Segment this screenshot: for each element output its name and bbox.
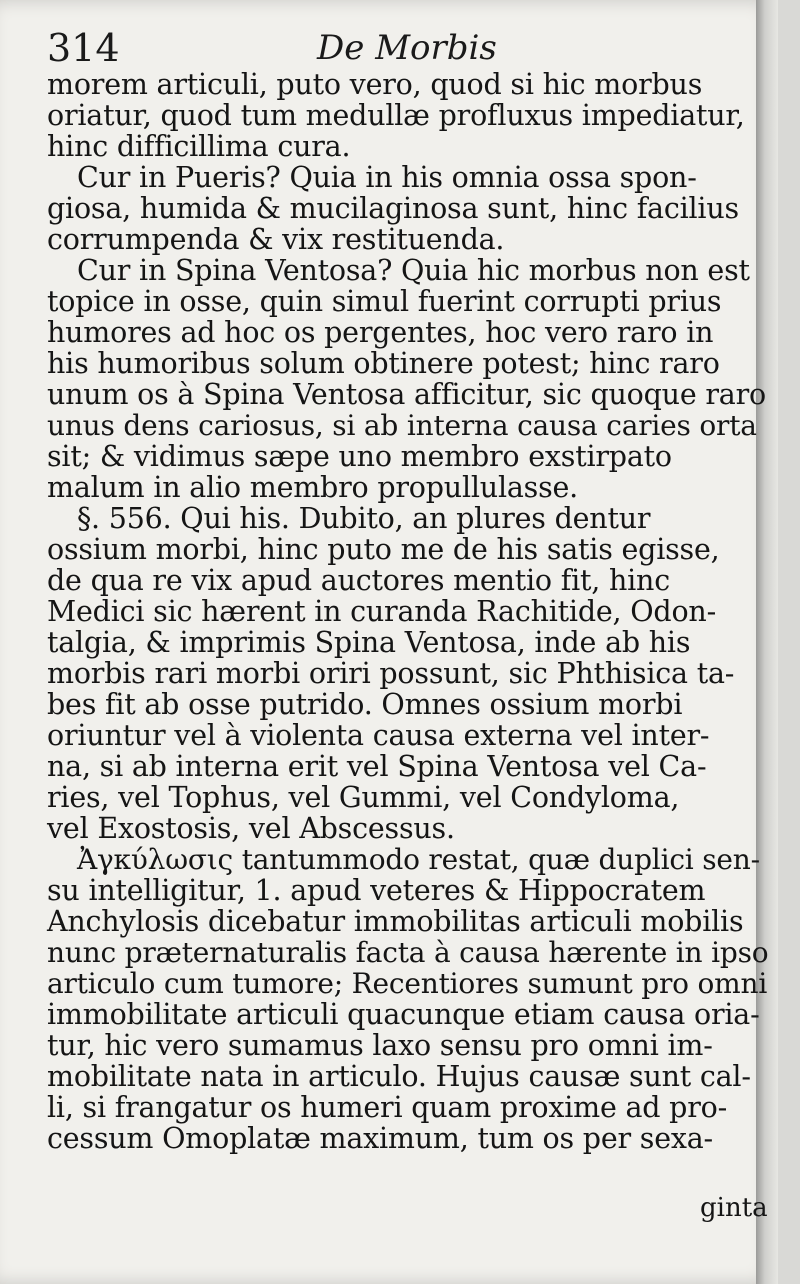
text-line: cessum Omoplatæ maximum, tum os per sexa- [47,1122,713,1155]
text-line: humores ad hoc os pergentes, hoc vero raro in [47,316,714,349]
text-line: ossium morbi, hinc puto me de his satis egisse, [47,533,720,566]
text-line: ries, vel Tophus, vel Gummi, vel Condyloma, [47,781,680,814]
text-line: vel Exostosis, vel Abscessus. [47,812,455,845]
text-line: li, si frangatur os humeri quam proxime ad pro- [47,1091,728,1124]
text-line: na, si ab interna erit vel Spina Ventosa vel Ca- [47,750,707,783]
text-line: §. 556. Qui his. Dubito, an plures dentur [77,502,651,535]
text-line: morem articuli, puto vero, quod si hic morbus [47,68,703,101]
text-line: articulo cum tumore; Recentiores sumunt pro omni [47,967,768,1000]
text-line: immobilitate articuli quacunque etiam causa oria- [47,998,760,1031]
catchword: ginta [700,1193,768,1223]
text-line: talgia, & imprimis Spina Ventosa, inde ab his [47,626,691,659]
running-title: De Morbis [317,28,497,68]
text-line: bes fit ab osse putrido. Omnes ossium morbi [47,688,683,721]
page-number: 314 [47,26,120,70]
text-line: corrumpenda & vix restituenda. [47,223,505,256]
text-line: sit; & vidimus sæpe uno membro exstirpato [47,440,672,473]
text-line: hinc difficillima cura. [47,130,351,163]
body-text [47,69,769,1154]
text-line: Medici sic hærent in curanda Rachitide, Odon- [47,595,717,628]
text-line: de qua re vix apud auctores mentio fit, hinc [47,564,670,597]
text-line: topice in osse, quin simul fuerint corrupti prius [47,285,722,318]
page-header [47,24,767,68]
text-line: Anchylosis dicebatur immobilitas articuli mobilis [47,905,744,938]
text-line: oriuntur vel à violenta causa externa vel inter- [47,719,710,752]
text-line: giosa, humida & mucilaginosa sunt, hinc facilius [47,192,739,225]
text-line: tur, hic vero sumamus laxo sensu pro omni im- [47,1029,713,1062]
text-line: unus dens cariosus, si ab interna causa caries orta [47,409,757,442]
text-line: morbis rari morbi oriri possunt, sic Phthisica ta- [47,657,735,690]
text-line: Ἀγκύλωσις tantummodo restat, quæ duplici sen- [77,843,760,876]
text-line: unum os à Spina Ventosa afficitur, sic quoque raro [47,378,766,411]
text-line: nunc præternaturalis facta à causa hærente in ipso [47,936,769,969]
text-line: su intelligitur, 1. apud veteres & Hippocratem [47,874,706,907]
text-line: mobilitate nata in articulo. Hujus causæ sunt cal- [47,1060,751,1093]
text-line: Cur in Pueris? Quia in his omnia ossa spon- [77,161,697,194]
text-line: his humoribus solum obtinere potest; hinc raro [47,347,720,380]
text-line: Cur in Spina Ventosa? Quia hic morbus non est [77,254,750,287]
text-line: malum in alio membro propullulasse. [47,471,579,504]
text-line: oriatur, quod tum medullæ profluxus impediatur, [47,99,745,132]
